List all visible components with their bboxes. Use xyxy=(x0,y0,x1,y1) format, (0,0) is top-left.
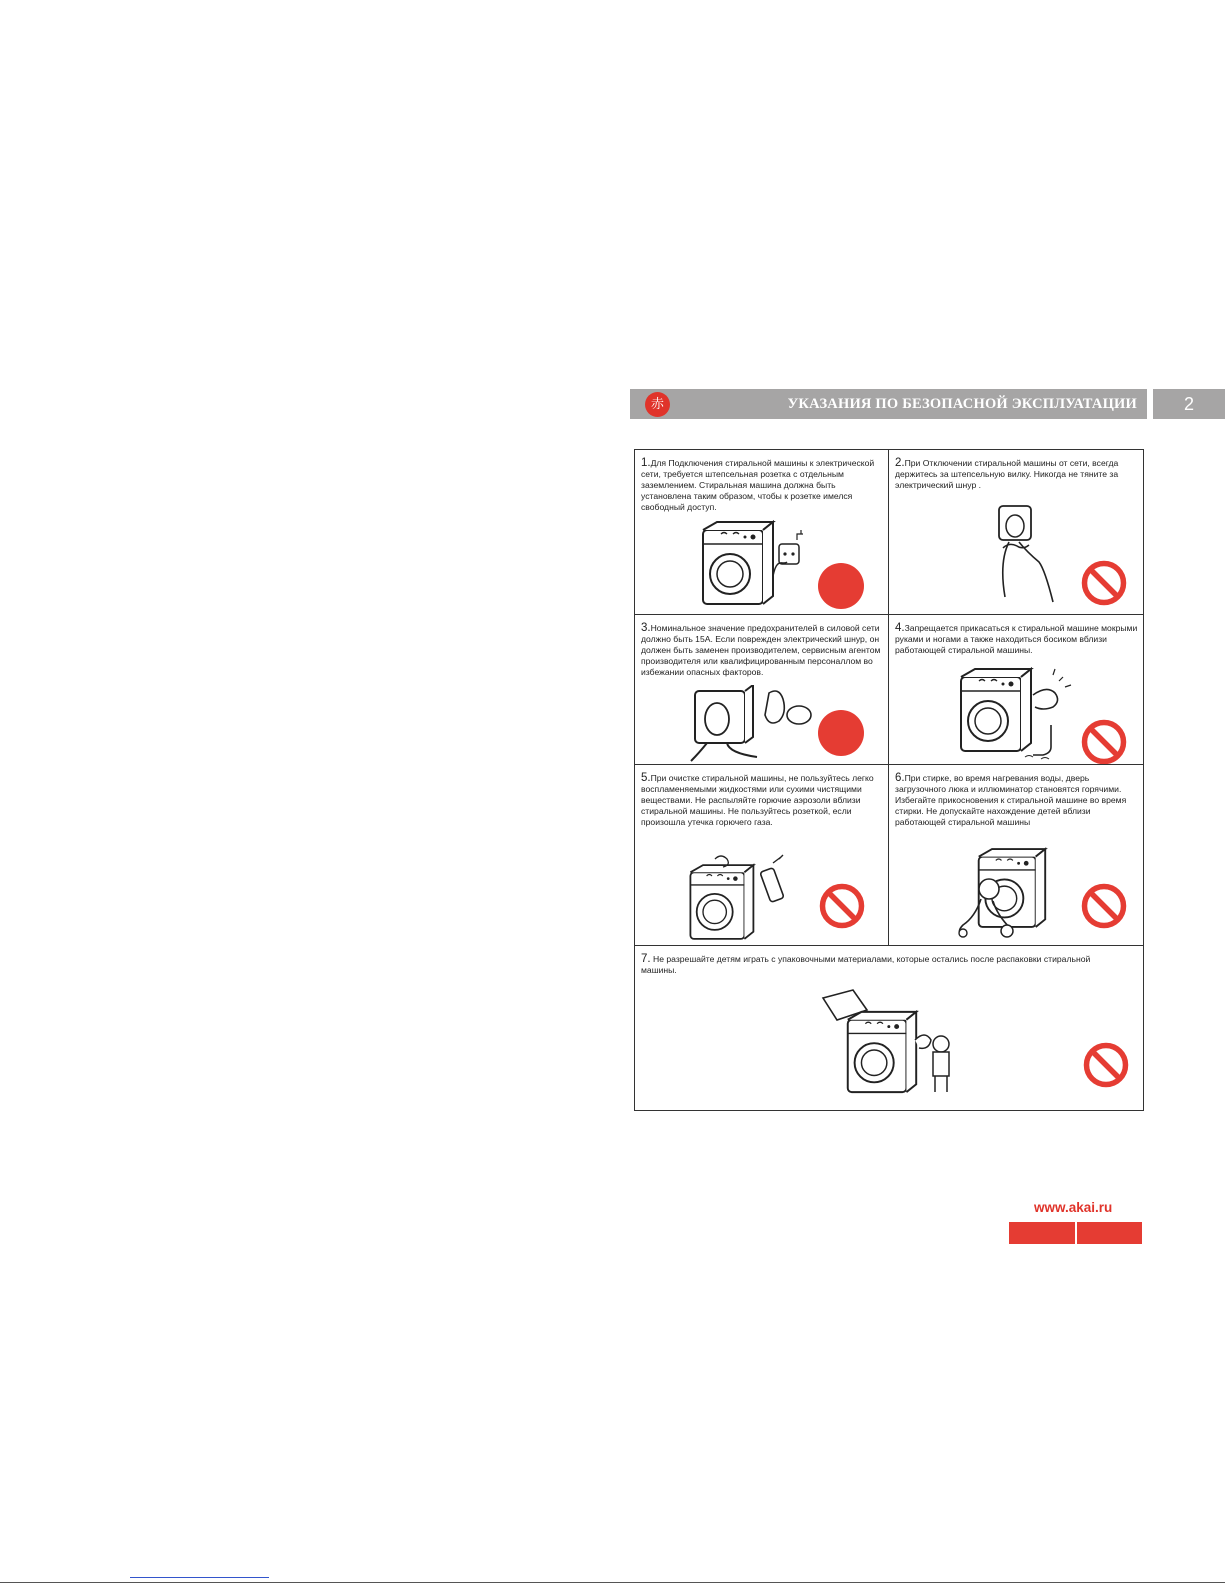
instruction-text: 1.Для Подключения стиральной машины к электрической сети, требуется штепсельная розетка с отдельным заземлением. Стиральная машина должна быть установлена таким образом, чтобы к розетке имелся свободный доступ. xyxy=(641,457,875,513)
instruction-number: 5. xyxy=(641,772,651,784)
instruction-item-5 xyxy=(635,765,888,945)
instruction-item-4 xyxy=(889,615,1145,764)
instruction-item-7 xyxy=(635,946,1145,1110)
packaging-child-illustration xyxy=(819,988,959,1098)
instruction-number: 4. xyxy=(895,622,905,634)
instruction-number: 2. xyxy=(895,457,905,469)
prohibited-icon xyxy=(1080,882,1128,930)
footer-accent-bar xyxy=(1009,1222,1075,1244)
wet-hands-illustration xyxy=(955,665,1075,761)
page-title: УКАЗАНИЯ ПО БЕЗОПАСНОЙ ЭКСПЛУАТАЦИИ xyxy=(787,396,1137,412)
prohibited-icon xyxy=(818,882,866,930)
footer-accent-bar xyxy=(1077,1222,1142,1244)
instruction-number: 7. xyxy=(641,953,651,965)
brand-logo-icon: 赤 xyxy=(645,392,670,417)
washer-cord-illustration xyxy=(687,685,817,763)
instruction-item-3 xyxy=(635,615,888,764)
prohibited-icon xyxy=(1080,559,1128,607)
instruction-item-6 xyxy=(889,765,1145,945)
instruction-number: 6. xyxy=(895,772,905,784)
instruction-number: 3. xyxy=(641,622,651,634)
page-number: 2 xyxy=(1153,389,1225,419)
instruction-number: 1. xyxy=(641,457,651,469)
allowed-circle-icon xyxy=(818,563,864,609)
instruction-text: 5.При очистке стиральной машины, не пользуйтесь легко воспламеняемыми жидкостями или сухими чистящими веществами. Не распыляйте горючие аэрозоли вблизи стиральной машины. Не пользуйтесь розеткой, если произошла утечка горючего газа. xyxy=(641,772,874,828)
bottom-link-underline xyxy=(130,1577,269,1578)
allowed-circle-icon xyxy=(818,710,864,756)
instruction-text: 7. Не разрешайте детям играть с упаковочными материалами, которые остались после распаковки стиральной машины. xyxy=(641,953,1091,976)
plug-hand-illustration xyxy=(987,502,1057,607)
instruction-text: 6.При стирке, во время нагревания воды, дверь загрузочного люка и иллюминатор становятся горячими. Избегайте прикосновения к стиральной машине во время стирки. Не допускайте нахождение детей вблизи работающей стиральной машины xyxy=(895,772,1127,828)
instruction-text: 4.Запрещается прикасаться к стиральной машине мокрыми руками и ногами а также находиться босиком вблизи работающей стиральной машины. xyxy=(895,622,1138,656)
child-near-washer-illustration xyxy=(953,845,1063,941)
instruction-item-1 xyxy=(635,450,888,614)
prohibited-icon xyxy=(1080,718,1128,764)
aerosol-washer-illustration xyxy=(685,853,805,943)
instruction-text: 2.При Отключении стиральной машины от сети, всегда держитесь за штепсельную вилку. Никогда не тяните за электрический шнур . xyxy=(895,457,1119,491)
instruction-item-2 xyxy=(889,450,1145,614)
website-link[interactable]: www.akai.ru xyxy=(1034,1200,1113,1215)
page-bottom-rule xyxy=(0,1582,1225,1583)
washer-socket-illustration xyxy=(697,516,805,608)
instruction-text: 3.Номинальное значение предохранителей в силовой сети должно быть 15А. Если поврежден электрический шнур, он должен быть заменен производителем, сервисным агентом производителя или квалифицированным персоналлом во избежании опасных факторов. xyxy=(641,622,881,678)
prohibited-icon xyxy=(1082,1041,1130,1089)
safety-instructions-grid xyxy=(634,449,1144,1111)
